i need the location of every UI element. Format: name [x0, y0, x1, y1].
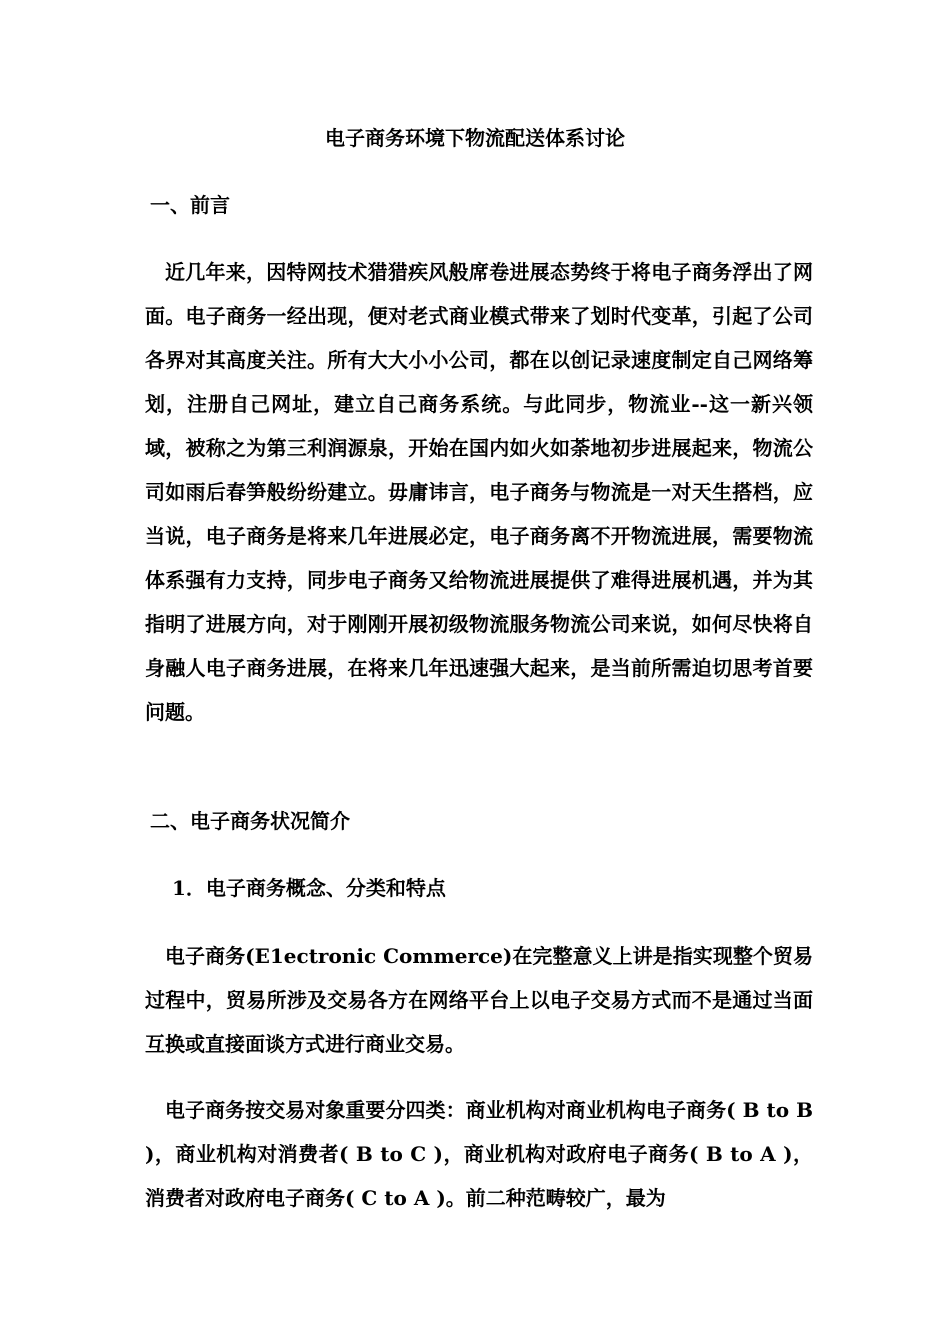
- preface-paragraph: 近几年来，因特网技术猎猎疾风般席卷进展态势终于将电子商务浮出了网面。电子商务一经出现，便对老式商业模式带来了划时代变革，引起了公司各界对其高度关注。所有大大小小公司，都在以创记录速度制定自己网络筹划，注册自己网址，建立自己商务系统。与此同步，物流业--这一新兴领域，被称之为第三利润源泉，开始在国内如火如荼地初步进展起来，物流公司如雨后春笋般纷纷建立。毋庸讳言，电子商务与物流是一对天生搭档，应当说，电子商务是将来几年进展必定，电子商务离不开物流进展，需要物流体系强有力支持，同步电子商务又给物流进展提供了难得进展机遇，并为其指明了进展方向，对于刚刚开展初级物流服务物流公司来说，如何尽快将自身融人电子商务进展，在将来几年迅速强大起来，是当前所需迫切思考首要问题。: [145, 260, 813, 724]
- subsection-heading-concept: 1．电子商务概念、分类和特点: [172, 876, 446, 900]
- section-heading-preface: 一、前言: [150, 193, 230, 217]
- section-heading-ecommerce-overview: 二、电子商务状况简介: [150, 809, 350, 833]
- ecommerce-classification-paragraph: 电子商务按交易对象重要分四类：商业机构对商业机构电子商务( B to B )，商业机构对消费者( B to C )，商业机构对政府电子商务( B to A )，消费者对政府电子商务( C to A )。前二种范畴较广，最为: [145, 1098, 813, 1210]
- ecommerce-definition-paragraph: 电子商务(E1ectronic Commerce)在完整意义上讲是指实现整个贸易过程中，贸易所涉及交易各方在网络平台上以电子交易方式而不是通过当面互换或直接面谈方式进行商业交易。: [145, 944, 813, 1056]
- document-title: 电子商务环境下物流配送体系讨论: [325, 126, 625, 150]
